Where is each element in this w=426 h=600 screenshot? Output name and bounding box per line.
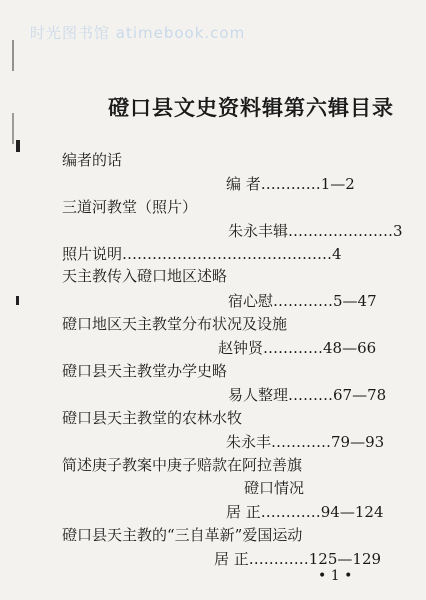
toc-entry-author-pages: 宿心慰…………5—47 [228, 292, 377, 310]
toc-entry-author-pages: 居 正…………94—124 [226, 503, 384, 521]
toc-entry-title: 磴口县天主教堂办学史略 [62, 362, 228, 380]
watermark-text: 时光图书馆 atimebook.com [30, 24, 246, 42]
toc-entry-author-pages: 居 正…………125—129 [214, 550, 382, 568]
toc-entry-author-pages: 朱永丰辑…………………3 [228, 222, 403, 240]
toc-entry-author-pages: 易人整理………67—78 [228, 386, 387, 404]
page-title: 磴口县文史资料辑第六辑目录 [108, 95, 394, 120]
toc-entry-author-pages: 编 者…………1—2 [226, 175, 355, 193]
toc-entry-title-cont: 磴口情况 [244, 479, 305, 497]
toc-entry-title-pages: 照片说明……………………………………4 [62, 245, 342, 263]
page-number: • 1 • [318, 568, 353, 584]
toc-entry-title: 天主教传入磴口地区述略 [62, 267, 228, 285]
toc-entry-title: 磴口地区天主教堂分布状况及设施 [62, 315, 288, 333]
toc-entry-title: 编者的话 [62, 151, 123, 169]
toc-entry-title: 三道河教堂（照片） [62, 198, 198, 216]
toc-entry-title: 磴口县天主教堂的农林水牧 [62, 409, 243, 427]
toc-entry-title: 简述庚子教案中庚子赔款在阿拉善旗 [62, 456, 303, 474]
toc-entry-author-pages: 朱永丰…………79—93 [226, 433, 385, 451]
toc-entry-title: 磴口县天主教的“三自革新”爱国运动 [62, 526, 303, 544]
toc-entry-author-pages: 赵钟贤…………48—66 [218, 339, 377, 357]
